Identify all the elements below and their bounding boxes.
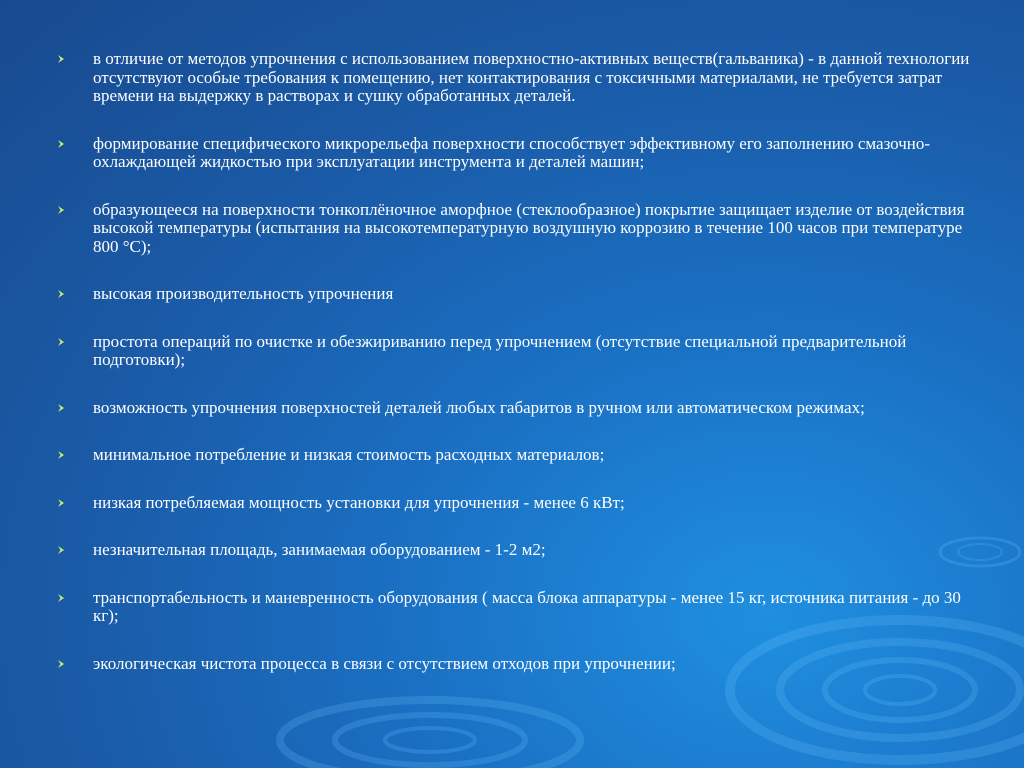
bullet-text: транспортабельность и маневренность оборудования ( масса блока аппаратуры - менее 15 кг, источника питания - до 30 кг); xyxy=(93,587,961,625)
chevron-arrow-icon xyxy=(56,446,70,464)
bullet-text: простота операций по очистке и обезжириванию перед упрочнением (отсутствие специальной предварительной подготовки); xyxy=(93,331,907,369)
bullet-item xyxy=(56,333,986,370)
bullet-item xyxy=(56,135,986,172)
bullet-item xyxy=(56,399,986,418)
bullet-item xyxy=(56,541,986,560)
bullet-item xyxy=(56,50,986,106)
bullet-list xyxy=(56,50,986,673)
bullet-text: высокая производительность упрочнения xyxy=(93,284,394,303)
bullet-text: формирование специфического микрорельефа поверхности способствует эффективному его заполнению смазочно-охлаждающей жидкостью при эксплуатации инструмента и деталей машин; xyxy=(93,133,931,171)
bullet-item xyxy=(56,655,986,674)
chevron-arrow-icon xyxy=(56,285,70,303)
bullet-text: низкая потребляемая мощность установки для упрочнения - менее 6 кВт; xyxy=(93,492,625,512)
chevron-arrow-icon xyxy=(56,541,70,559)
chevron-arrow-icon xyxy=(56,201,70,219)
slide-content xyxy=(56,50,986,702)
bullet-text: в отличие от методов упрочнения с использованием поверхностно-активных веществ(гальваника) - в данной технологии отсутствуют особые требования к помещению, нет контактирования с токсичными материалами, не требуется затрат времени на выдержку в растворах и сушку обработанных деталей. xyxy=(93,49,970,105)
chevron-arrow-icon xyxy=(56,494,70,512)
bullet-item xyxy=(56,494,986,513)
chevron-arrow-icon xyxy=(56,589,70,607)
bullet-text: экологическая чистота процесса в связи с отсутствием отходов при упрочнении; xyxy=(93,653,676,673)
bullet-text: минимальное потребление и низкая стоимость расходных материалов; xyxy=(93,445,605,464)
bullet-item xyxy=(56,201,986,257)
bullet-item xyxy=(56,285,986,304)
bullet-text: незначительная площадь, занимаемая оборудованием - 1-2 м2; xyxy=(93,540,546,559)
chevron-arrow-icon xyxy=(56,50,70,68)
chevron-arrow-icon xyxy=(56,135,70,153)
bullet-item xyxy=(56,589,986,626)
bullet-text: образующееся на поверхности тонкоплёночное аморфное (стеклообразное) покрытие защищает изделие от воздействия высокой температуры (испытания на высокотемпературную воздушную коррозию в течение 100 часов при температуре 800 °С); xyxy=(93,199,965,256)
chevron-arrow-icon xyxy=(56,399,70,417)
bullet-text: возможность упрочнения поверхностей деталей любых габаритов в ручном или автоматическом режимах; xyxy=(93,397,865,417)
bullet-item xyxy=(56,446,986,465)
chevron-arrow-icon xyxy=(56,333,70,351)
chevron-arrow-icon xyxy=(56,655,70,673)
